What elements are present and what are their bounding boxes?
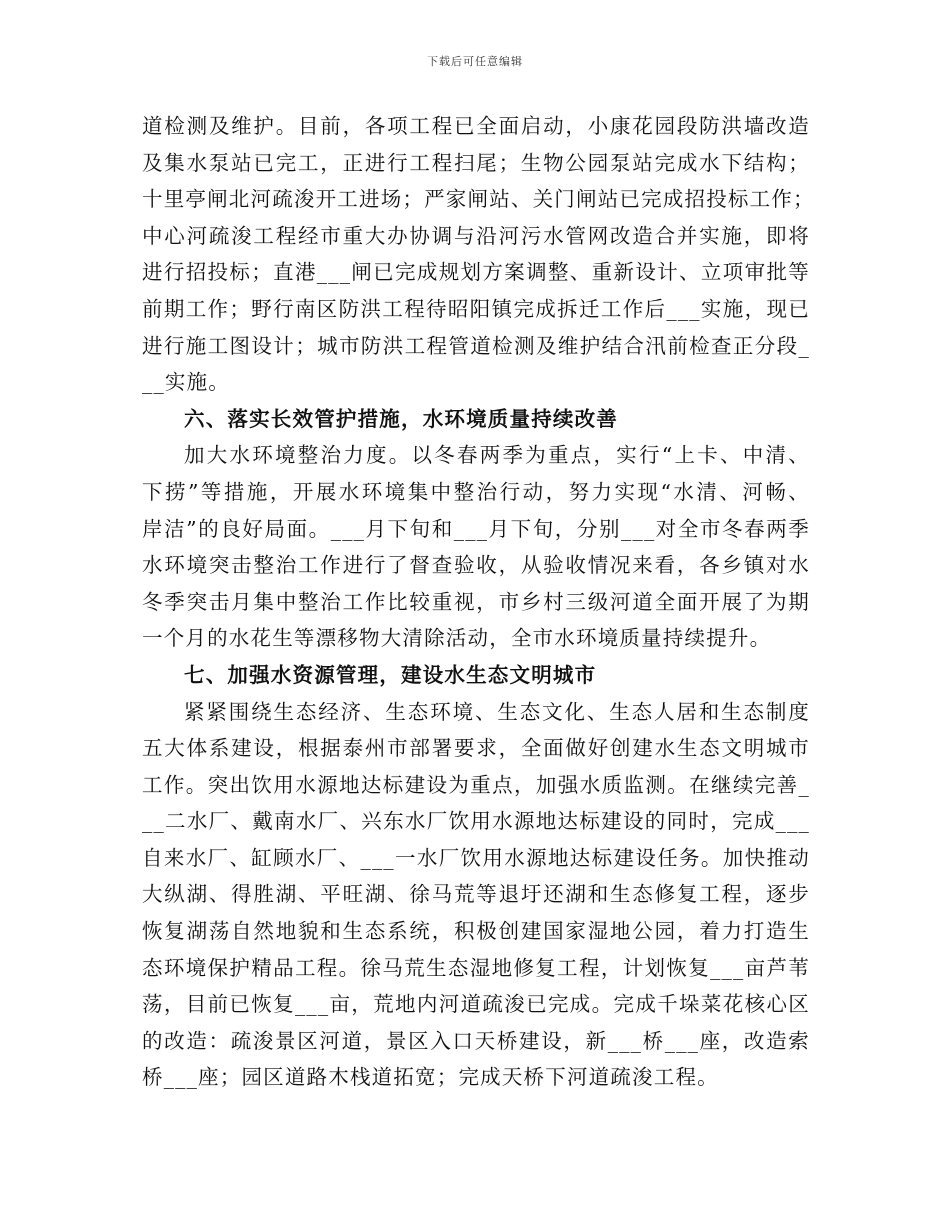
text-line: 态环境保护精品工程。徐马荒生态湿地修复工程，计划恢复___亩芦苇 (142, 955, 810, 980)
text-line: 冬季突击月集中整治工作比较重视，市乡村三级河道全面开展了为期 (142, 589, 810, 614)
section-heading: 六、落实长效管护措施，水环境质量持续改善 (184, 406, 618, 431)
text-line: 中心河疏浚工程经市重大办协调与沿河污水管网改造合并实施，即将 (142, 223, 810, 248)
section-heading: 七、加强水资源管理，建设水生态文明城市 (184, 662, 597, 687)
text-line: 岸洁”的良好局面。___月下旬和___月下旬，分别___对全市冬春两季 (142, 516, 810, 541)
text-line: 十里亭闸北河疏浚开工进场；严家闸站、关门闸站已完成招投标工作； (142, 187, 815, 212)
text-line: 荡，目前已恢复___亩，荒地内河道疏浚已完成。完成千垛菜花核心区 (142, 992, 810, 1017)
text-line: 的改造：疏浚景区河道，景区入口天桥建设，新___桥___座，改造索 (142, 1028, 810, 1053)
text-line: 加大水环境整治力度。以冬春两季为重点，实行“上卡、中清、 (184, 443, 810, 468)
text-line: 水环境突击整治工作进行了督查验收，从验收情况来看，各乡镇对水 (142, 553, 810, 578)
text-line: 进行施工图设计；城市防洪工程管道检测及维护结合汛前检查正分段_ (142, 333, 810, 358)
text-line: 紧紧围绕生态经济、生态环境、生态文化、生态人居和生态制度 (184, 699, 810, 724)
text-line: 道检测及维护。目前，各项工程已全面启动，小康花园段防洪墙改造 (142, 114, 810, 138)
text-line: 前期工作；野行南区防洪工程待昭阳镇完成拆迁工作后___实施，现已 (142, 296, 810, 321)
text-line: 下捞”等措施，开展水环境集中整治行动，努力实现“水清、河畅、 (142, 479, 810, 504)
text-line: 恢复湖荡自然地貌和生态系统，积极创建国家湿地公园，着力打造生 (142, 919, 810, 944)
text-line: 工作。突出饮用水源地达标建设为重点，加强水质监测。在继续完善_ (142, 772, 810, 797)
text-line: 一个月的水花生等漂移物大清除活动，全市水环境质量持续提升。 (142, 626, 772, 651)
page-header: 下载后可任意编辑 (427, 55, 523, 68)
text-line: __二水厂、戴南水厂、兴东水厂饮用水源地达标建设的同时，完成___ (142, 809, 810, 834)
text-line: 大纵湖、得胜湖、平旺湖、徐马荒等退圩还湖和生态修复工程，逐步 (142, 882, 810, 907)
text-line: 进行招投标；直港___闸已完成规划方案调整、重新设计、立项审批等 (142, 260, 810, 285)
text-line: 及集水泵站已完工，正进行工程扫尾；生物公园泵站完成水下结构； (142, 150, 810, 175)
text-line: 自来水厂、缸顾水厂、___一水厂饮用水源地达标建设任务。加快推动 (142, 845, 810, 870)
text-line: 桥___座；园区道路木栈道拓宽；完成天桥下河道疏浚工程。 (142, 1065, 719, 1090)
document-body (142, 108, 815, 1096)
text-line: 五大体系建设，根据泰州市部署要求，全面做好创建水生态文明城市 (142, 736, 810, 761)
text-line: __实施。 (142, 370, 230, 395)
